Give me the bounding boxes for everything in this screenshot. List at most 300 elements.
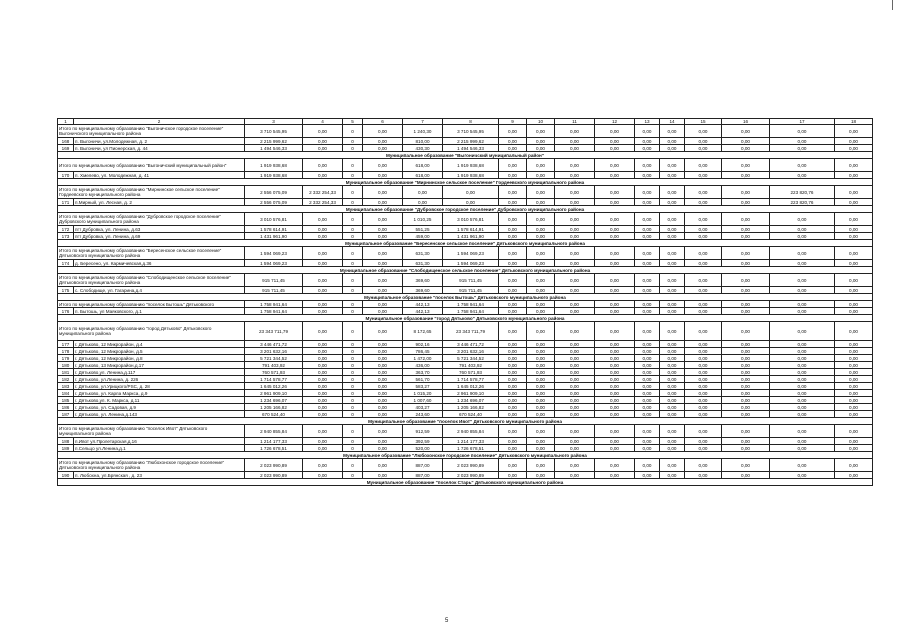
total-value-cell: 0,00 (595, 186, 635, 199)
table-row (58, 390, 873, 397)
municipality-total-row (58, 186, 873, 199)
value-cell: 0 (343, 397, 363, 404)
value-cell: 0,00 (722, 397, 770, 404)
value-cell: 2 961 909,10 (245, 390, 303, 397)
value-cell: 0,00 (595, 438, 635, 445)
total-value-cell: 0,00 (363, 425, 403, 438)
value-cell: 0,00 (403, 199, 443, 206)
value-cell: 0,00 (527, 355, 555, 362)
value-cell: 0,00 (685, 355, 722, 362)
budget-table-sheet (57, 118, 872, 486)
municipality-title: Муниципальное образование "Слободищенское сельское поселение" Дятьковского муниципального района (58, 267, 873, 274)
value-cell: 0,00 (660, 138, 685, 145)
total-value-cell: 0,00 (363, 159, 403, 172)
total-value-cell: 0,00 (555, 247, 595, 260)
total-value-cell: 0,00 (555, 159, 595, 172)
value-cell: 0,00 (835, 404, 873, 411)
value-cell: 0,00 (555, 138, 595, 145)
value-cell: 0,00 (722, 445, 770, 452)
row-number: 171 (58, 199, 74, 206)
municipality-total-row (58, 159, 873, 172)
total-value-cell: 0,00 (635, 459, 660, 472)
address-cell: г. Дятьково, 12 Микрорайон, д.5 (74, 348, 245, 355)
value-cell: 436,00 (403, 362, 443, 369)
value-cell: 1 919 938,68 (443, 172, 499, 179)
value-cell: 0,00 (555, 233, 595, 240)
municipality-title: Муниципальное образование "Выгоничский муниципальный район" (58, 152, 873, 159)
table-row (58, 397, 873, 404)
value-cell: 0 (343, 233, 363, 240)
value-cell: 631,30 (403, 260, 443, 267)
total-value-cell: 0 (343, 186, 363, 199)
total-value-cell: 0,00 (835, 159, 873, 172)
value-cell: 0,00 (595, 390, 635, 397)
total-value-cell: 0,00 (527, 301, 555, 308)
column-number: 13 (635, 119, 660, 125)
value-cell: 0,00 (685, 145, 722, 152)
value-cell: 0,00 (635, 199, 660, 206)
row-number: 179 (58, 355, 74, 362)
value-cell: 0,00 (770, 138, 835, 145)
value-cell: 0 (343, 287, 363, 294)
address-cell: г. Дятьково, ул. Ленина,д.143 (74, 411, 245, 418)
value-cell: 0,00 (303, 341, 343, 348)
value-cell: 1 594 069,23 (245, 260, 303, 267)
value-cell: 5 721 344,52 (245, 355, 303, 362)
total-value-cell: 0,00 (722, 322, 770, 341)
total-value-cell: 0,00 (635, 125, 660, 138)
total-value-cell: 0,00 (303, 459, 343, 472)
total-value-cell: 0 (343, 274, 363, 287)
value-cell: 0,00 (685, 199, 722, 206)
value-cell: 0,00 (685, 397, 722, 404)
total-value-cell: 0,00 (499, 159, 527, 172)
value-cell: 0,00 (595, 404, 635, 411)
value-cell: 0,00 (363, 472, 403, 479)
column-number: 7 (403, 119, 443, 125)
total-value-cell: 0,00 (685, 301, 722, 308)
value-cell: 0,00 (363, 390, 403, 397)
total-value-cell: 223 820,76 (770, 186, 835, 199)
total-value-cell: 0 (343, 459, 363, 472)
value-cell: 0,00 (595, 411, 635, 418)
value-cell: 0,00 (635, 355, 660, 362)
total-value-cell: 0,00 (595, 159, 635, 172)
municipality-header-row (58, 152, 873, 159)
value-cell: 0,00 (635, 397, 660, 404)
value-cell: 0,00 (555, 397, 595, 404)
value-cell: 0,00 (363, 355, 403, 362)
value-cell: 0,00 (363, 348, 403, 355)
total-value-cell: 0,00 (555, 186, 595, 199)
value-cell: 1 015,20 (403, 390, 443, 397)
value-cell: 0,00 (660, 308, 685, 315)
municipality-header-row (58, 240, 873, 247)
value-cell: 0 (343, 376, 363, 383)
table-row (58, 411, 873, 418)
total-value-cell: 0,00 (555, 322, 595, 341)
total-value-cell: 0,00 (770, 301, 835, 308)
value-cell: 0,00 (303, 404, 343, 411)
value-cell: 0,00 (527, 308, 555, 315)
total-value-cell: 0,00 (555, 125, 595, 138)
total-value-cell: 0,00 (685, 159, 722, 172)
value-cell: 1 714 578,77 (443, 376, 499, 383)
total-value-cell: 0,00 (770, 322, 835, 341)
value-cell: 0,00 (363, 226, 403, 233)
value-cell: 0,00 (595, 362, 635, 369)
value-cell: 0,00 (635, 287, 660, 294)
value-cell: 223 820,76 (770, 199, 835, 206)
value-cell: 0,00 (303, 355, 343, 362)
value-cell: 0,00 (635, 445, 660, 452)
value-cell: 0,00 (635, 376, 660, 383)
total-value-cell: 1 919 938,68 (245, 159, 303, 172)
value-cell: 0,00 (555, 445, 595, 452)
column-number: 6 (363, 119, 403, 125)
value-cell: 1 578 614,91 (245, 226, 303, 233)
value-cell: 2 215 999,62 (245, 138, 303, 145)
total-value-cell: 0,00 (499, 247, 527, 260)
value-cell: 0 (343, 472, 363, 479)
value-cell: 0,00 (660, 411, 685, 418)
value-cell: 0,00 (660, 383, 685, 390)
total-value-cell: 0,00 (770, 159, 835, 172)
address-cell: п. Выгоничи, ул Пионерская, д. 44 (74, 145, 245, 152)
table-body (58, 119, 873, 486)
value-cell: 0,00 (635, 472, 660, 479)
value-cell: 0,00 (499, 390, 527, 397)
value-cell: 0,00 (499, 172, 527, 179)
value-cell: 0,00 (595, 226, 635, 233)
row-number: 185 (58, 397, 74, 404)
table-row (58, 233, 873, 240)
value-cell: 0,00 (363, 362, 403, 369)
value-cell: 583,27 (403, 383, 443, 390)
value-cell: 0,00 (527, 445, 555, 452)
value-cell: 392,59 (403, 438, 443, 445)
total-label: Итого по муниципальному образованию "Выгоничский муниципальный район" (58, 159, 245, 172)
value-cell: 0,00 (835, 226, 873, 233)
municipality-header-row (58, 294, 873, 301)
value-cell: 1 726 678,51 (443, 445, 499, 452)
value-cell: 0,00 (363, 445, 403, 452)
total-value-cell: 0,00 (363, 322, 403, 341)
total-value-cell: 0,00 (660, 459, 685, 472)
value-cell: 0,00 (303, 472, 343, 479)
value-cell: 0,00 (527, 233, 555, 240)
value-cell: 0,00 (595, 348, 635, 355)
total-value-cell: 0,00 (660, 213, 685, 226)
value-cell: 0 (343, 145, 363, 152)
table-row (58, 226, 873, 233)
total-value-cell: 0,00 (635, 159, 660, 172)
value-cell: 1 714 578,77 (245, 376, 303, 383)
total-value-cell: 1 919 938,68 (443, 159, 499, 172)
address-cell: п. Любохна, ул.Брянская , д. 23 (74, 472, 245, 479)
value-cell: 0,00 (635, 411, 660, 418)
value-cell: 0,00 (527, 260, 555, 267)
total-value-cell: 0,00 (722, 425, 770, 438)
value-cell: 0,00 (303, 369, 343, 376)
total-value-cell: 2 023 990,89 (245, 459, 303, 472)
total-value-cell: 0,00 (835, 274, 873, 287)
value-cell: 0,00 (363, 411, 403, 418)
total-value-cell: 0,00 (555, 459, 595, 472)
municipality-total-row (58, 274, 873, 287)
total-value-cell: 0,00 (527, 459, 555, 472)
value-cell: 0,00 (722, 199, 770, 206)
value-cell: 0 (343, 438, 363, 445)
total-label: Итого по муниципальному образованию "поселок Бытошь" Дятьковского (58, 301, 245, 308)
value-cell: 0 (343, 172, 363, 179)
value-cell: 561,70 (403, 376, 443, 383)
municipality-title: Муниципальное образование "город Дятьково" Дятьковского муниципального района (58, 315, 873, 322)
address-cell: пгт Дубровка, ул. Ленина, д.63 (74, 226, 245, 233)
value-cell: 618,00 (403, 172, 443, 179)
value-cell: 0,00 (835, 348, 873, 355)
column-number: 10 (527, 119, 555, 125)
row-number: 170 (58, 172, 74, 179)
value-cell: 0 (343, 362, 363, 369)
total-label: Итого по муниципальному образованию "Бересенское сельское поселение" Дятьковского муниципального района (58, 247, 245, 260)
total-value-cell: 442,13 (403, 301, 443, 308)
value-cell: 3 201 632,16 (443, 348, 499, 355)
value-cell: 0,00 (499, 383, 527, 390)
total-value-cell: 0,00 (770, 125, 835, 138)
value-cell: 0,00 (363, 260, 403, 267)
municipality-header-row (58, 315, 873, 322)
value-cell: 0,00 (635, 362, 660, 369)
value-cell: 0,00 (685, 472, 722, 479)
value-cell: 0,00 (835, 383, 873, 390)
value-cell: 0,00 (595, 199, 635, 206)
total-value-cell: 0,00 (835, 425, 873, 438)
value-cell: 0,00 (499, 445, 527, 452)
value-cell: 0 (343, 341, 363, 348)
municipality-total-row (58, 125, 873, 138)
total-value-cell: 0,00 (555, 301, 595, 308)
value-cell: 0,00 (363, 287, 403, 294)
address-cell: с. Слободище, ул. Гагарина,д.4 (74, 287, 245, 294)
value-cell: 0,00 (595, 445, 635, 452)
value-cell: 0,00 (835, 287, 873, 294)
address-cell: д. Бересено, ул. Кармичевская,д.36 (74, 260, 245, 267)
value-cell: 0,00 (363, 383, 403, 390)
total-value-cell: 0,00 (835, 459, 873, 472)
value-cell: 0,00 (660, 472, 685, 479)
value-cell: 810,00 (403, 138, 443, 145)
total-value-cell: 3 710 545,95 (245, 125, 303, 138)
value-cell: 0,00 (595, 472, 635, 479)
value-cell: 0,00 (499, 438, 527, 445)
value-cell: 0,00 (835, 445, 873, 452)
address-cell: г. Дятьково, ул. Садовая, д.9 (74, 404, 245, 411)
value-cell: 0,00 (595, 260, 635, 267)
value-cell: 0,00 (303, 287, 343, 294)
municipality-total-row (58, 247, 873, 260)
value-cell: 0,00 (835, 172, 873, 179)
total-value-cell: 0,00 (770, 213, 835, 226)
total-value-cell: 0,00 (835, 213, 873, 226)
value-cell: 0,00 (527, 369, 555, 376)
total-value-cell: 0 (343, 425, 363, 438)
value-cell: 0,00 (527, 404, 555, 411)
column-number: 1 (58, 119, 74, 125)
value-cell: 0,00 (685, 404, 722, 411)
value-cell: 1 645 012,26 (245, 383, 303, 390)
value-cell: 0,00 (770, 226, 835, 233)
total-value-cell: 1 594 069,23 (443, 247, 499, 260)
total-value-cell: 0,00 (595, 301, 635, 308)
total-value-cell: 0 (343, 301, 363, 308)
total-value-cell: 0,00 (363, 247, 403, 260)
value-cell: 0,00 (835, 233, 873, 240)
total-value-cell: 0,00 (660, 322, 685, 341)
value-cell: 520,00 (403, 445, 443, 452)
value-cell: 0,00 (660, 260, 685, 267)
value-cell: 0,00 (443, 199, 499, 206)
value-cell: 0,00 (722, 355, 770, 362)
municipality-total-row (58, 425, 873, 438)
value-cell: 0,00 (499, 397, 527, 404)
value-cell: 791 403,92 (443, 362, 499, 369)
value-cell: 0,00 (303, 411, 343, 418)
value-cell: 0,00 (595, 287, 635, 294)
address-cell: п. Выгоничи, ул.Молодежная, д. 2 (74, 138, 245, 145)
value-cell: 0,00 (685, 287, 722, 294)
total-value-cell: 0,00 (499, 186, 527, 199)
total-value-cell: 0,00 (660, 186, 685, 199)
value-cell: 0,00 (303, 308, 343, 315)
total-value-cell: 23 343 711,79 (443, 322, 499, 341)
value-cell: 0,00 (685, 390, 722, 397)
value-cell: 0,00 (555, 199, 595, 206)
value-cell: 0,00 (499, 308, 527, 315)
municipality-title: Муниципальное образование "поселок Бытошь" Дятьковского муниципального района (58, 294, 873, 301)
value-cell: 1 214 177,33 (245, 438, 303, 445)
value-cell: 0,00 (835, 260, 873, 267)
value-cell: 670 524,40 (443, 411, 499, 418)
total-value-cell: 0,00 (595, 274, 635, 287)
value-cell: 0,00 (685, 383, 722, 390)
value-cell: 0,00 (722, 226, 770, 233)
value-cell: 0 (343, 404, 363, 411)
value-cell: 0,00 (660, 145, 685, 152)
value-cell: 0,00 (303, 348, 343, 355)
value-cell: 0,00 (685, 308, 722, 315)
row-number: 187 (58, 411, 74, 418)
total-label: Итого по муниципальному образованию "Слободищенское сельское поселение" Дятьковского муниципального района (58, 274, 245, 287)
total-value-cell: 0,00 (363, 459, 403, 472)
value-cell: 0,00 (595, 145, 635, 152)
value-cell: 0,00 (595, 233, 635, 240)
address-cell: г. Дятьково, 13 Микрорайон,д.17 (74, 362, 245, 369)
total-value-cell: 912,59 (403, 425, 443, 438)
value-cell: 0,00 (363, 438, 403, 445)
column-number: 17 (770, 119, 835, 125)
value-cell: 0,00 (770, 145, 835, 152)
value-cell: 0,00 (363, 145, 403, 152)
total-value-cell: 0,00 (722, 301, 770, 308)
value-cell: 0 (343, 260, 363, 267)
total-value-cell: 0,00 (722, 159, 770, 172)
value-cell: 0,00 (660, 355, 685, 362)
total-value-cell: 0,00 (685, 274, 722, 287)
value-cell: 0,00 (770, 348, 835, 355)
value-cell: 0,00 (303, 260, 343, 267)
total-value-cell: 0,00 (303, 301, 343, 308)
total-value-cell: 0,00 (555, 274, 595, 287)
table-row (58, 308, 873, 315)
value-cell: 0,00 (635, 260, 660, 267)
value-cell: 0 (343, 226, 363, 233)
total-value-cell: 0,00 (303, 159, 343, 172)
value-cell: 0,00 (303, 383, 343, 390)
municipality-header-row (58, 179, 873, 186)
value-cell: 0,00 (722, 438, 770, 445)
total-value-cell: 0,00 (635, 274, 660, 287)
value-cell: 0,00 (835, 355, 873, 362)
value-cell: 0,00 (835, 472, 873, 479)
total-value-cell: 369,60 (403, 274, 443, 287)
total-value-cell: 0,00 (722, 274, 770, 287)
value-cell: 0,00 (835, 145, 873, 152)
municipality-header-row (58, 452, 873, 459)
value-cell: 0,00 (722, 145, 770, 152)
value-cell: 0,00 (722, 172, 770, 179)
total-value-cell: 0,00 (499, 301, 527, 308)
value-cell: 1 758 941,64 (443, 308, 499, 315)
value-cell: 1 205 166,82 (443, 404, 499, 411)
value-cell: 0,00 (685, 233, 722, 240)
total-label: Итого по муниципальному образованию "Выгоничское городское поселение" Выгоничского муниципального района (58, 125, 245, 138)
total-value-cell: 0,00 (363, 213, 403, 226)
total-value-cell: 0,00 (660, 247, 685, 260)
value-cell: 0,00 (303, 172, 343, 179)
municipality-total-row (58, 459, 873, 472)
value-cell: 0,00 (527, 438, 555, 445)
value-cell: 0,00 (770, 172, 835, 179)
value-cell: 0,00 (835, 308, 873, 315)
total-value-cell: 1 758 941,64 (443, 301, 499, 308)
municipality-title: Муниципальное образование "Любохонское городское поселение" Дятьковского муниципального района (58, 452, 873, 459)
address-cell: п. Бытошь, ул Маяковского, д.1 (74, 308, 245, 315)
value-cell: 0,00 (685, 341, 722, 348)
total-value-cell: 0,00 (527, 274, 555, 287)
value-cell: 0,00 (835, 397, 873, 404)
value-cell: 0,00 (363, 138, 403, 145)
row-number: 186 (58, 404, 74, 411)
total-value-cell: 0,00 (303, 213, 343, 226)
value-cell: 1 205 166,82 (245, 404, 303, 411)
value-cell: 0,00 (660, 397, 685, 404)
value-cell: 459,00 (403, 233, 443, 240)
row-number: 182 (58, 376, 74, 383)
value-cell: 0 (343, 369, 363, 376)
value-cell: 760 571,93 (443, 369, 499, 376)
total-value-cell: 2 940 855,84 (443, 425, 499, 438)
value-cell: 0,00 (595, 397, 635, 404)
address-cell: п.Ивот ул.Пролетарская,д.16 (74, 438, 245, 445)
total-value-cell: 0,00 (595, 425, 635, 438)
value-cell: 0,00 (555, 355, 595, 362)
value-cell: 0,00 (635, 138, 660, 145)
value-cell: 0,00 (770, 411, 835, 418)
table-row (58, 341, 873, 348)
total-value-cell: 0,00 (499, 213, 527, 226)
value-cell: 0,00 (722, 376, 770, 383)
